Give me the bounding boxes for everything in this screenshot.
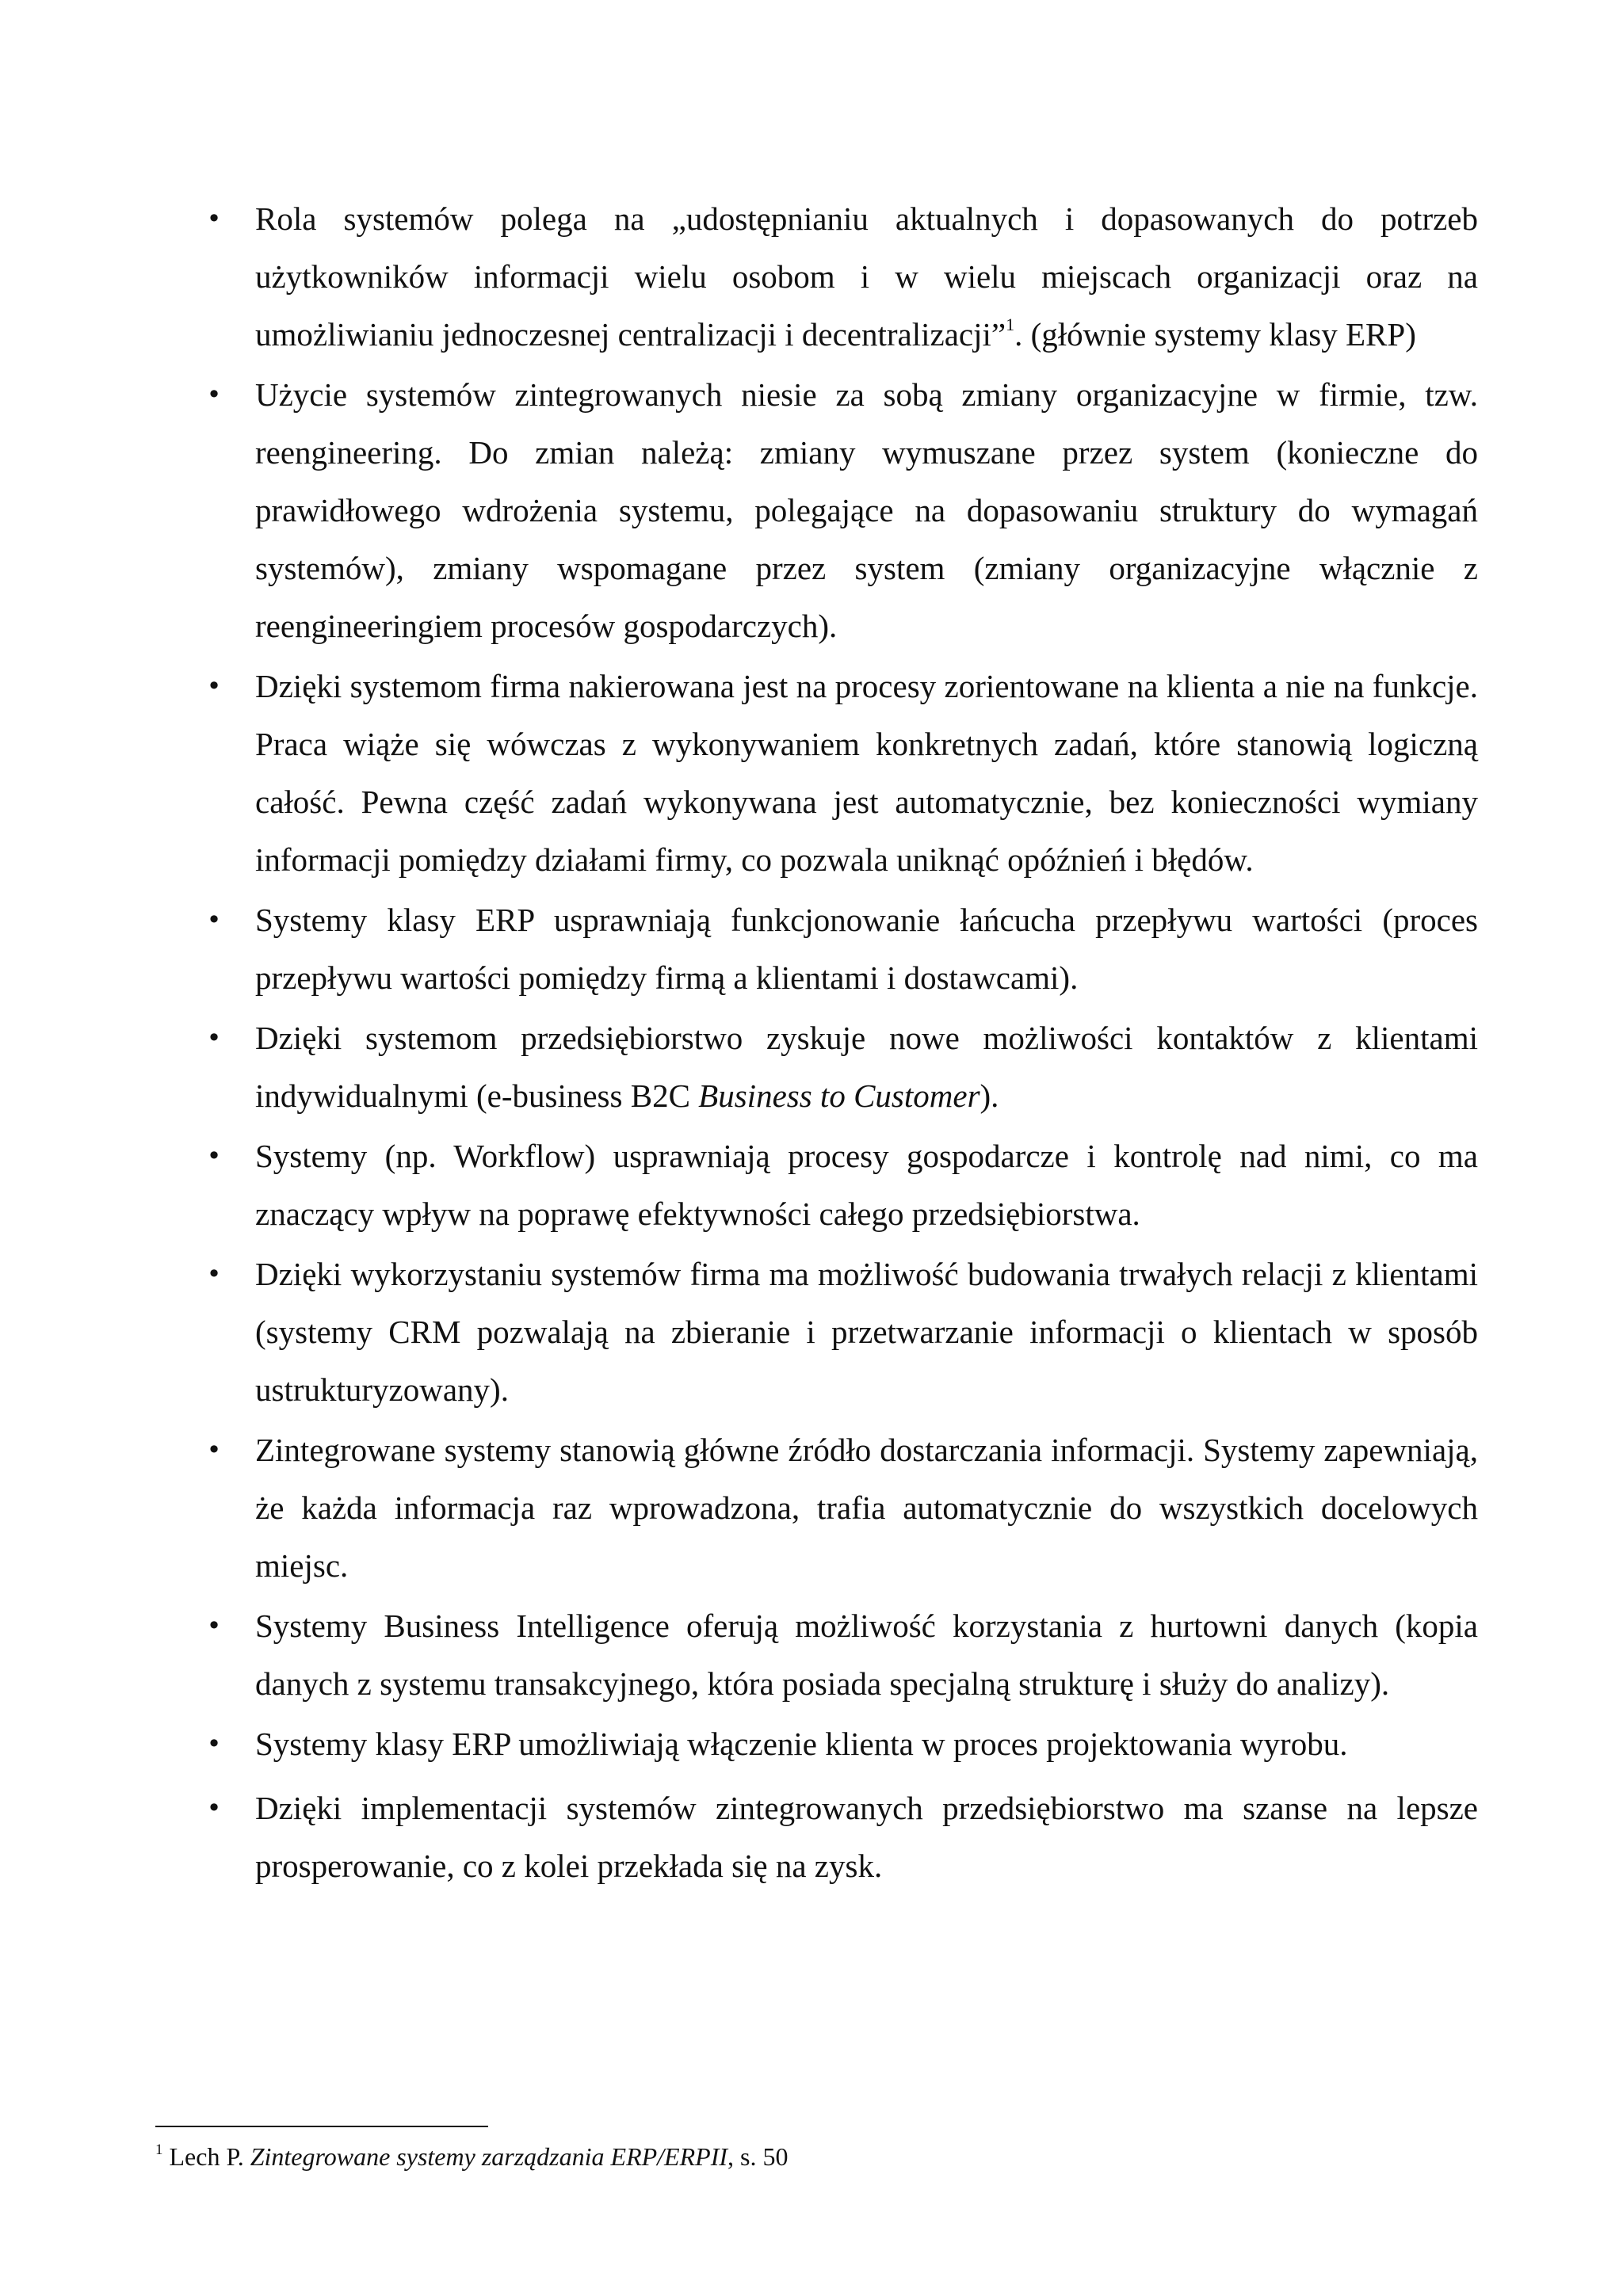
footnote xyxy=(155,2139,1344,2174)
item-text: Dzięki wykorzystaniu systemów firma ma możliwość budowania trwałych relacji z klientami (systemy CRM pozwalają na zbieranie i przetwarzanie informacji o klientach w sposób ustrukturyzowany). xyxy=(255,1256,1478,1408)
item-text-cont: ). xyxy=(980,1077,999,1114)
list-item xyxy=(204,1245,1478,1419)
bullet-icon: • xyxy=(206,1611,222,1641)
footnote-text: Lech P. xyxy=(162,2142,250,2171)
bullet-icon: • xyxy=(206,671,222,701)
item-text: Systemy klasy ERP umożliwiają włączenie klienta w proces projektowania wyrobu. xyxy=(255,1726,1348,1762)
list-item xyxy=(204,658,1478,889)
bullet-icon: • xyxy=(206,1259,222,1289)
bullet-icon: • xyxy=(206,1435,222,1465)
bullet-list xyxy=(204,190,1478,1897)
item-text: Systemy (np. Workflow) usprawniają procesy gospodarcze i kontrolę nad nimi, co ma znaczący wpływ na poprawę efektywności całego przedsiębiorstwa. xyxy=(255,1138,1478,1232)
list-item xyxy=(204,190,1478,364)
list-item xyxy=(204,1009,1478,1125)
item-text: Dzięki systemom przedsiębiorstwo zyskuje nowe możliwości kontaktów z klientami indywidualnymi (e-business B2C xyxy=(255,1020,1478,1114)
footnote-title: Zintegrowane systemy zarządzania ERP/ERPII xyxy=(250,2142,727,2171)
list-item xyxy=(204,366,1478,655)
item-text: Dzięki systemom firma nakierowana jest na procesy zorientowane na klienta a nie na funkcje. Praca wiąże się wówczas z wykonywaniem konkretnych zadań, które stanowią logiczną całość. Pewna część zadań wykonywana jest automatycznie, bez konieczności wymiany informacji pomiędzy działami firmy, co pozwala uniknąć opóźnień i błędów. xyxy=(255,668,1478,878)
bullet-icon: • xyxy=(206,1141,222,1171)
list-item xyxy=(204,891,1478,1007)
bullet-icon: • xyxy=(206,1023,222,1053)
bullet-icon: • xyxy=(206,1793,222,1823)
footnote-ref: 1 xyxy=(1006,315,1015,335)
item-text: Systemy Business Intelligence oferują możliwość korzystania z hurtowni danych (kopia danych z systemu transakcyjnego, która posiada specjalną strukturę i służy do analizy). xyxy=(255,1608,1478,1702)
item-text-cont: . (głównie systemy klasy ERP) xyxy=(1014,316,1416,353)
list-item xyxy=(204,1597,1478,1713)
list-item xyxy=(204,1127,1478,1243)
list-item xyxy=(204,1779,1478,1895)
item-text: Dzięki implementacji systemów zintegrowanych przedsiębiorstwo ma szanse na lepsze prosperowanie, co z kolei przekłada się na zysk. xyxy=(255,1790,1478,1884)
footnote-number: 1 xyxy=(155,2142,163,2159)
bullet-icon: • xyxy=(206,204,222,234)
item-text: Użycie systemów zintegrowanych niesie za sobą zmiany organizacyjne w firmie, tzw. reengineering. Do zmian należą: zmiany wymuszane przez system (konieczne do prawidłowego wdrożenia systemu, polegające na dopasowaniu struktury do wymagań systemów), zmiany wspomagane przez system (zmiany organizacyjne włącznie z reengineeringiem procesów gospodarczych). xyxy=(255,376,1478,644)
list-item xyxy=(204,1715,1478,1773)
item-text: Zintegrowane systemy stanowią główne źródło dostarczania informacji. Systemy zapewniają, że każda informacja raz wprowadzona, trafia automatycznie do wszystkich docelowych miejsc. xyxy=(255,1432,1478,1584)
bullet-icon: • xyxy=(206,1729,222,1759)
item-text: Rola systemów polega na „udostępnianiu aktualnych i dopasowanych do potrzeb użytkowników informacji wielu osobom i w wielu miejscach organizacji oraz na umożliwianiu jednoczesnej centralizacji i decentralizacji” xyxy=(255,200,1478,353)
bullet-icon: • xyxy=(206,379,222,410)
footnote-text-cont: , s. 50 xyxy=(727,2142,789,2171)
footnote-divider xyxy=(155,2126,488,2127)
item-text: Systemy klasy ERP usprawniają funkcjonowanie łańcucha przepływu wartości (proces przepływu wartości pomiędzy firmą a klientami i dostawcami). xyxy=(255,902,1478,996)
item-italic-text: Business to Customer xyxy=(698,1077,980,1114)
list-item xyxy=(204,1421,1478,1595)
bullet-icon: • xyxy=(206,905,222,935)
